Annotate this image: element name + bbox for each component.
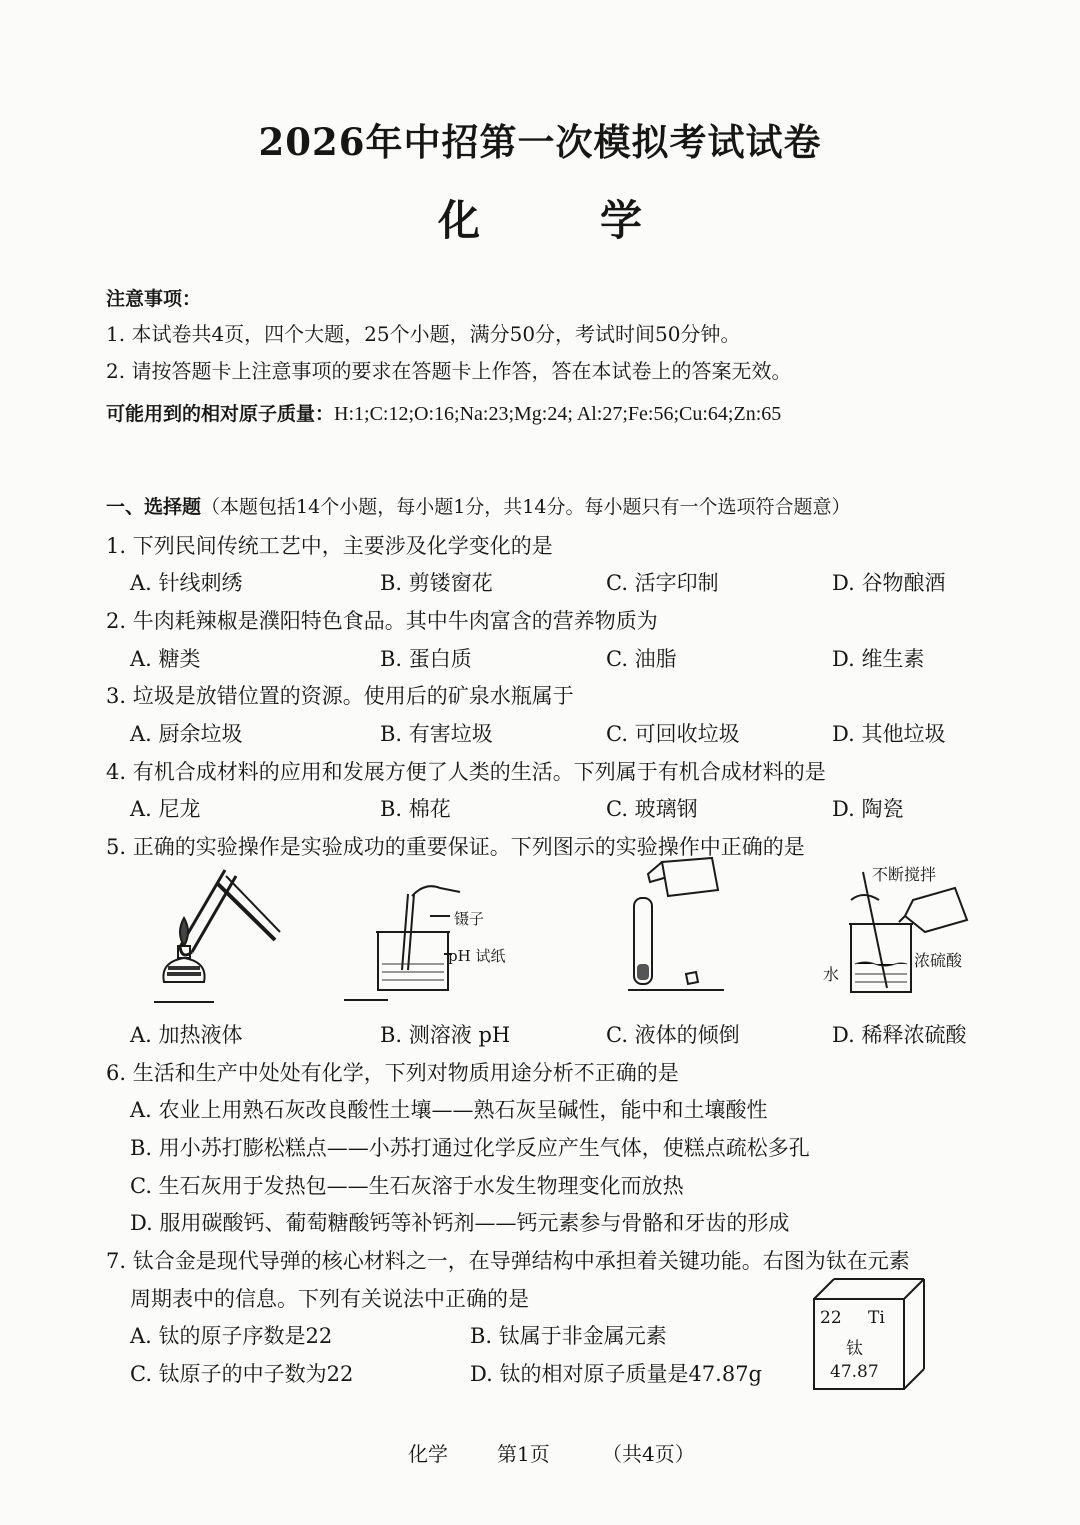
question-7-line-1: 7. 钛合金是现代导弹的核心材料之一，在导弹结构中承担着关键功能。右图为钛在元素 [106, 1249, 910, 1273]
q5-option-d: D. 稀释浓硫酸 [832, 1023, 967, 1047]
footer-page: 第1页 [497, 1442, 550, 1466]
q1-option-d: D. 谷物酿酒 [832, 571, 946, 595]
q6-option-d: D. 服用碳酸钙、葡萄糖酸钙等补钙剂——钙元素参与骨骼和牙齿的形成 [130, 1211, 790, 1235]
q7-option-d: D. 钛的相对原子质量是47.87g [470, 1362, 762, 1386]
q2-option-a: A. 糖类 [130, 647, 201, 671]
question-5: 5. 正确的实验操作是实验成功的重要保证。下列图示的实验操作中正确的是 [106, 835, 805, 859]
exam-title: 2026年中招第一次模拟考试试卷 [258, 120, 822, 164]
q2-option-b: B. 蛋白质 [380, 647, 472, 671]
q2-option-d: D. 维生素 [832, 647, 925, 671]
q4-option-c: C. 玻璃钢 [606, 797, 698, 821]
q2-option-c: C. 油脂 [606, 647, 677, 671]
label-tweezers: 镊子 [454, 910, 485, 928]
atomic-mass-label: 可能用到的相对原子质量： [106, 403, 335, 425]
figure-pouring-liquid [620, 856, 730, 996]
element-symbol: Ti [868, 1308, 885, 1328]
q1-option-a: A. 针线刺绣 [130, 571, 243, 595]
question-1: 1. 下列民间传统工艺中，主要涉及化学变化的是 [106, 534, 553, 558]
element-name: 钛 [846, 1339, 863, 1359]
q1-option-b: B. 剪镂窗花 [380, 571, 493, 595]
label-ph-paper: pH 试纸 [448, 947, 506, 965]
q6-option-a: A. 农业上用熟石灰改良酸性土壤——熟石灰呈碱性，能中和土壤酸性 [130, 1098, 768, 1122]
q6-option-b: B. 用小苏打膨松糕点——小苏打通过化学反应产生气体，使糕点疏松多孔 [130, 1136, 810, 1160]
label-stir: 不断搅拌 [872, 865, 937, 884]
footer-total: （共4页） [602, 1442, 695, 1466]
q6-option-c: C. 生石灰用于发热包——生石灰溶于水发生物理变化而放热 [130, 1174, 684, 1198]
figure-heating-liquid [140, 862, 300, 1012]
figure-ph-test [340, 872, 540, 1007]
label-conc-acid: 浓硫酸 [914, 951, 963, 970]
atomic-mass-line [106, 399, 781, 426]
q3-option-d: D. 其他垃圾 [832, 722, 946, 746]
section-1-instruction: （本题包括14个小题，每小题1分，共14分。每小题只有一个选项符合题意） [201, 496, 851, 518]
notice-item-1: 1. 本试卷共4页，四个大题，25个小题，满分50分，考试时间50分钟。 [106, 322, 741, 346]
question-7-line-2: 周期表中的信息。下列有关说法中正确的是 [130, 1287, 529, 1311]
notice-heading: 注意事项： [106, 288, 202, 310]
subject-title: 化学 [437, 196, 762, 245]
atomic-mass-values: H:1;C:12;O:16;Na:23;Mg:24; Al:27;Fe:56;Cu:64;Zn:65 [334, 403, 782, 425]
label-water: 水 [823, 965, 840, 984]
q4-option-b: B. 棉花 [380, 797, 451, 821]
q3-option-a: A. 厨余垃圾 [130, 722, 243, 746]
question-3: 3. 垃圾是放错位置的资源。使用后的矿泉水瓶属于 [106, 684, 574, 708]
q3-option-b: B. 有害垃圾 [380, 722, 493, 746]
section-1-heading: 一、选择题 [106, 496, 202, 518]
q7-option-c: C. 钛原子的中子数为22 [130, 1362, 354, 1386]
q5-option-a: A. 加热液体 [130, 1023, 243, 1047]
element-mass: 47.87 [830, 1362, 879, 1382]
section-1-line [106, 492, 850, 519]
question-4: 4. 有机合成材料的应用和发展方便了人类的生活。下列属于有机合成材料的是 [106, 760, 826, 784]
element-number: 22 [820, 1308, 842, 1328]
q5-option-b: B. 测溶液 pH [380, 1023, 511, 1047]
q4-option-d: D. 陶瓷 [832, 797, 904, 821]
q5-option-c: C. 液体的倾倒 [606, 1023, 740, 1047]
q1-option-c: C. 活字印制 [606, 571, 719, 595]
question-6: 6. 生活和生产中处处有化学，下列对物质用途分析不正确的是 [106, 1061, 679, 1085]
question-2: 2. 牛肉耗辣椒是濮阳特色食品。其中牛肉富含的营养物质为 [106, 609, 658, 633]
q3-option-c: C. 可回收垃圾 [606, 722, 740, 746]
q4-option-a: A. 尼龙 [130, 797, 201, 821]
q7-option-a: A. 钛的原子序数是22 [130, 1324, 333, 1348]
q7-option-b: B. 钛属于非金属元素 [470, 1324, 667, 1348]
notice-item-2: 2. 请按答题卡上注意事项的要求在答题卡上作答，答在本试卷上的答案无效。 [106, 359, 792, 383]
footer-subject: 化学 [408, 1442, 448, 1466]
